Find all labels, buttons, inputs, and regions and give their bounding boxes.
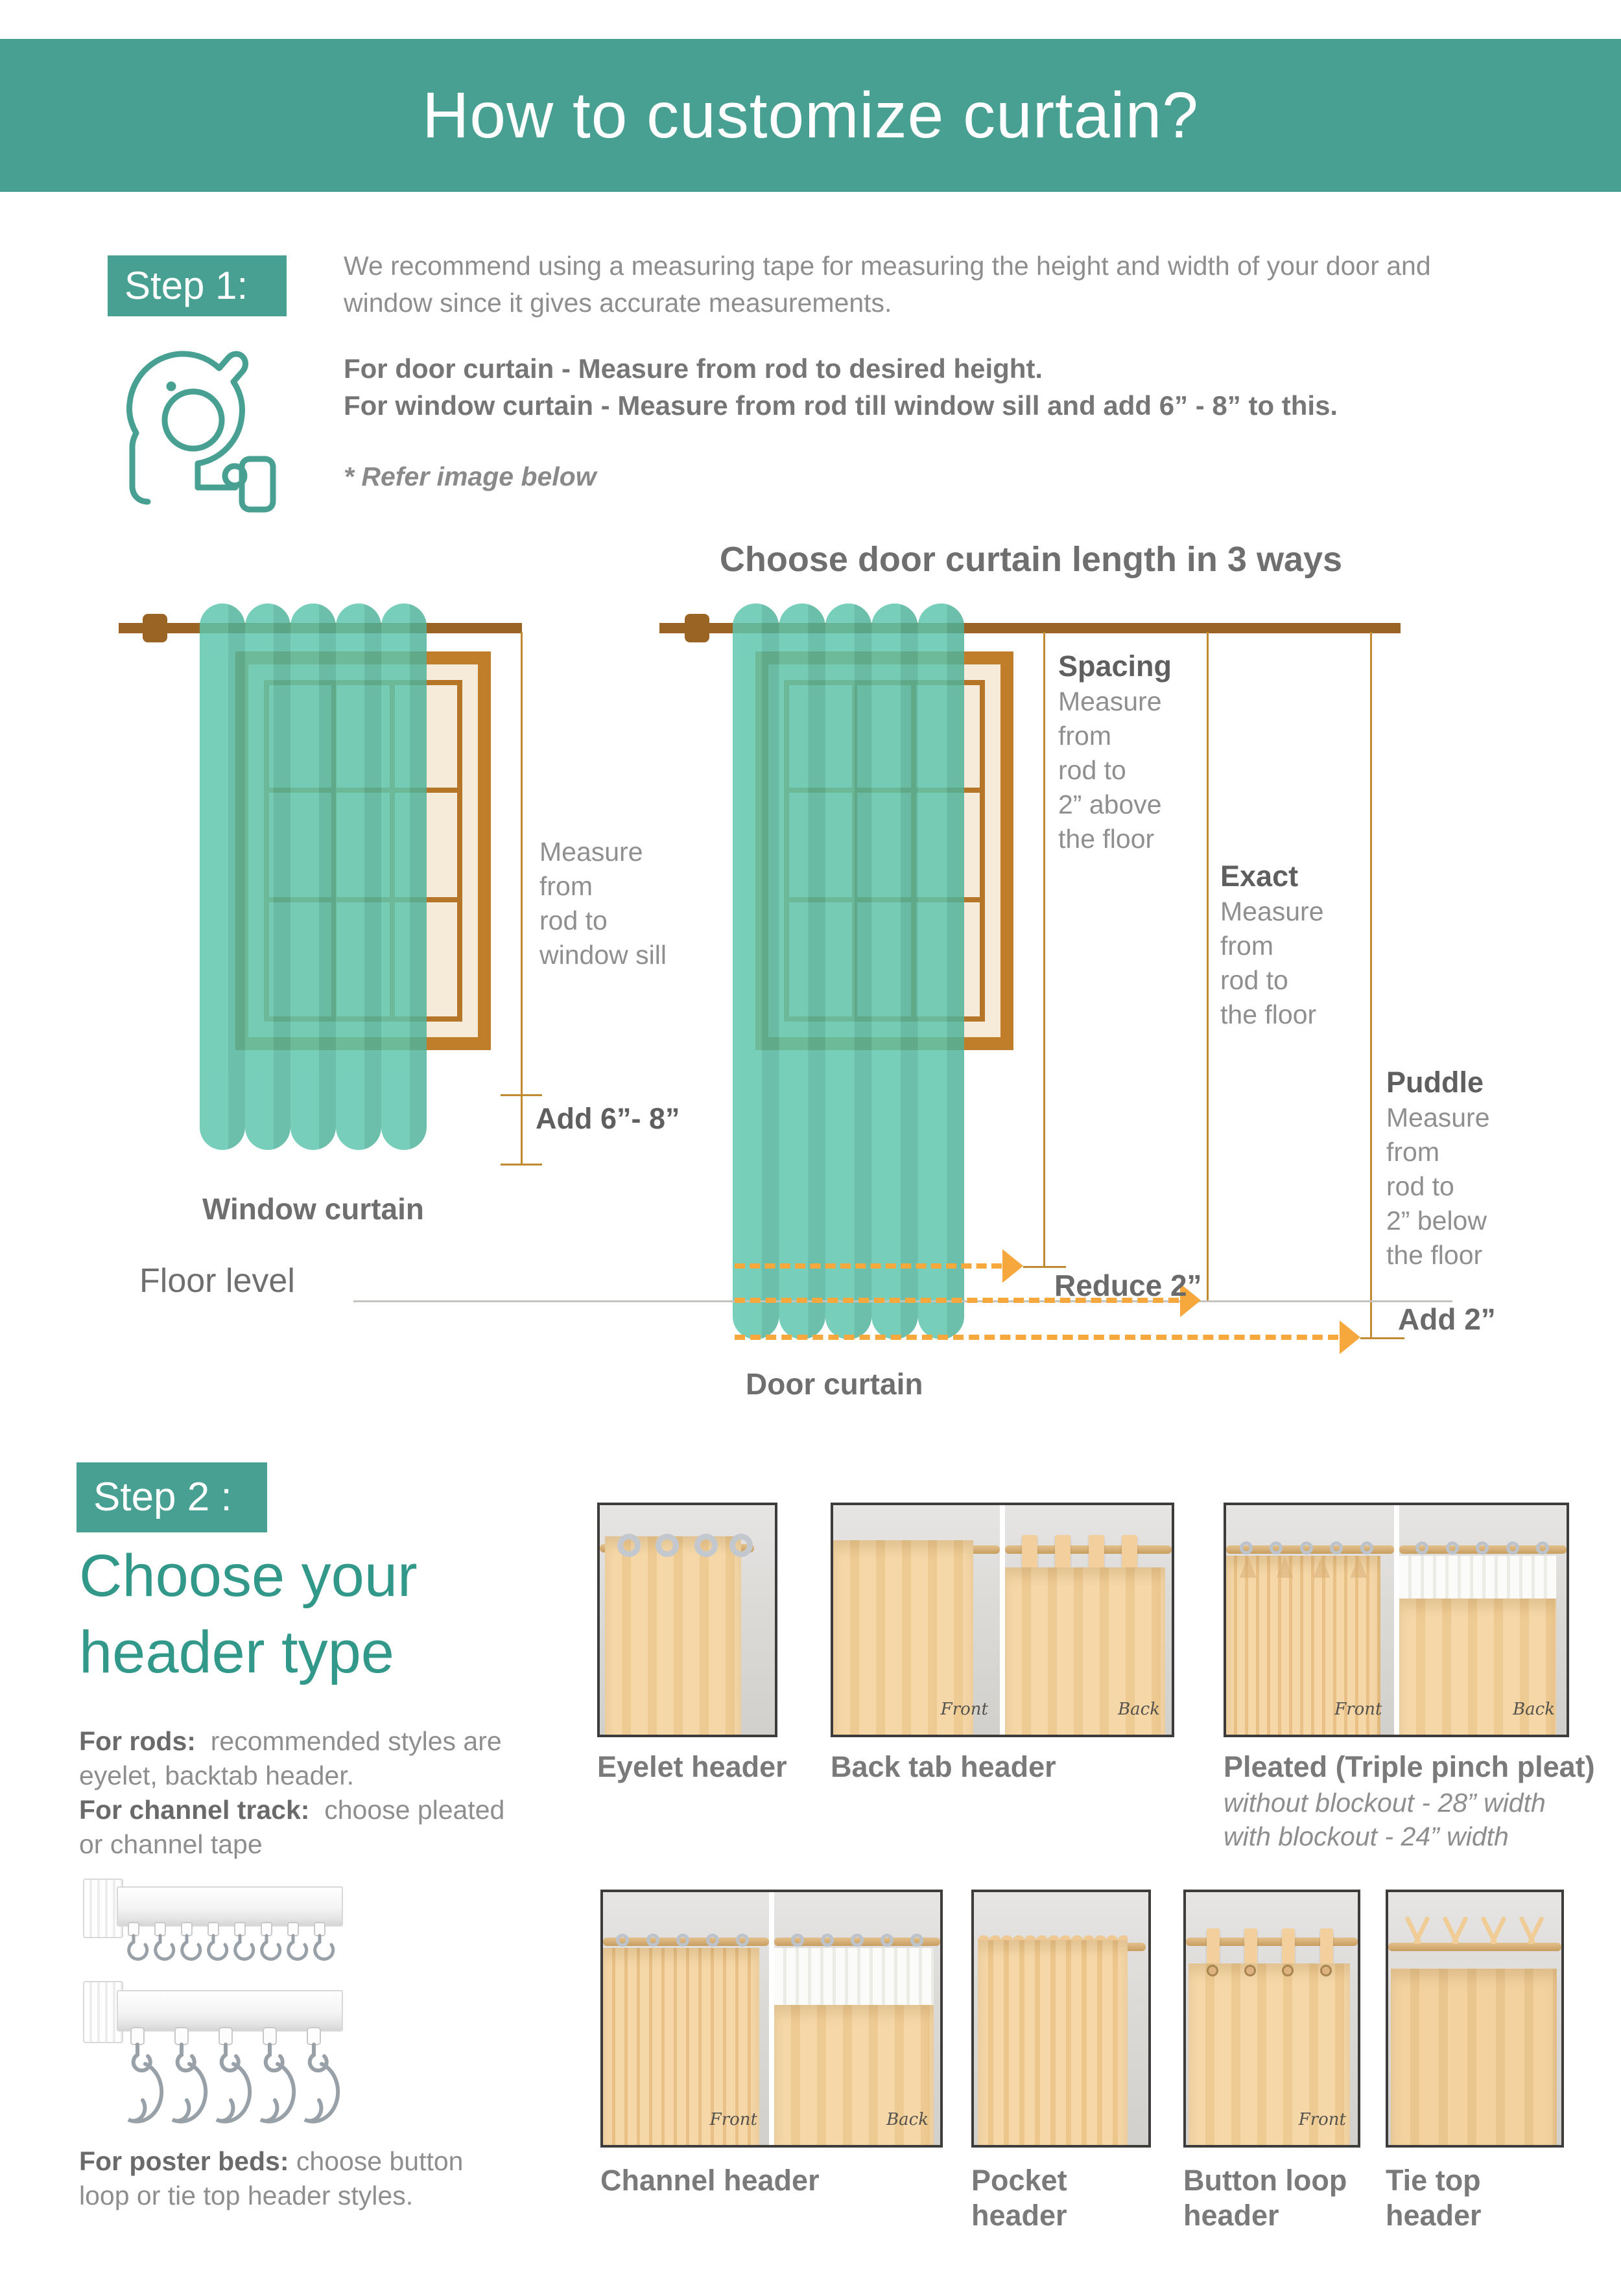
puddle-tick (1360, 1337, 1404, 1339)
tie-top-caption-line2: header (1386, 2199, 1482, 2232)
pleated-front-panel (1226, 1505, 1394, 1735)
pleated-caption: Pleated (Triple pinch pleat) (1224, 1750, 1595, 1783)
door-curtain-graphic (733, 600, 964, 1339)
back-script-label: Back (886, 2110, 929, 2129)
channel-front-panel (603, 1892, 769, 2145)
floor-level-label: Floor level (139, 1262, 295, 1300)
window-measure-line (521, 632, 523, 1165)
pocket-caption-line1: Pocket (971, 2164, 1067, 2197)
arrow-above-floor (1002, 1249, 1023, 1283)
track2-hooks (119, 2026, 346, 2150)
step1-intro-line2: window since it gives accurate measurements. (344, 288, 892, 318)
backtab-header-photo (831, 1503, 1174, 1737)
back-script-label: Back (1513, 1700, 1555, 1719)
for-poster-bold: For poster beds: (79, 2146, 289, 2176)
button-loop-caption-line2: header (1183, 2199, 1279, 2232)
channel-header-photo (600, 1890, 943, 2148)
step1-window-instruction: For window curtain - Measure from rod till window sill and add 6” - 8” to this. (344, 390, 1338, 421)
pocket-header-photo (971, 1890, 1151, 2148)
puddle-label: Puddle Measure from rod to 2” below the floor (1386, 1066, 1490, 1270)
step2-heading-line1: Choose your (79, 1543, 418, 1609)
window-measure-label: Measure from rod to window sill (539, 837, 667, 970)
front-script-label: Front (940, 1700, 988, 1719)
channel-track-image-2 (83, 1981, 349, 2130)
eyelet-caption: Eyelet header (597, 1750, 787, 1783)
step1-intro-line1: We recommend using a measuring tape for measuring the height and width of your door and (344, 251, 1431, 281)
page-title: How to customize curtain? (422, 79, 1199, 152)
pleated-sub1: without blockout - 28” width (1224, 1788, 1546, 1818)
exact-label: Exact Measure from rod to the floor (1220, 860, 1324, 1029)
back-script-label: Back (1118, 1700, 1160, 1719)
door-curtain-caption: Door curtain (746, 1367, 923, 1401)
step1-badge: Step 1: (108, 255, 287, 316)
for-rods-bold: For rods: (79, 1726, 196, 1756)
tie-top-caption-line1: Tie top (1386, 2164, 1481, 2197)
window-curtain-caption: Window curtain (202, 1192, 425, 1226)
exact-measure-line (1207, 632, 1209, 1302)
backtab-back-panel (1005, 1505, 1172, 1735)
window-bottom-tick (501, 1164, 542, 1166)
channel-caption: Channel header (600, 2164, 820, 2197)
measuring-tape-icon (123, 332, 282, 520)
button-loop-caption-line1: Button loop (1183, 2164, 1347, 2197)
step2-badge: Step 2 : (77, 1462, 267, 1532)
channel-track-image-1 (83, 1879, 349, 1976)
arrow-below-floor (1340, 1320, 1360, 1354)
window-sill-tick (501, 1094, 542, 1096)
step1-door-instruction: For door curtain - Measure from rod to desired height. (344, 353, 1043, 384)
tie-top-header-photo (1386, 1890, 1564, 2148)
spacing-measure-line (1043, 632, 1045, 1267)
pleated-back-panel (1399, 1505, 1567, 1735)
step1-instructions (344, 350, 1338, 424)
add-2-label: Add 2” (1398, 1302, 1496, 1336)
window-curtain-graphic (200, 600, 427, 1150)
channel-back-panel (774, 1892, 940, 2145)
front-script-label: Front (1334, 1700, 1382, 1719)
poster-beds-text: For poster beds: choose button loop or tie top header styles. (79, 2146, 464, 2210)
button-loop-header-photo (1183, 1890, 1360, 2148)
puddle-measure-line (1370, 632, 1372, 1339)
window-rod-finial (143, 614, 167, 642)
spacing-label: Spacing Measure from rod to 2” above the floor (1058, 650, 1172, 854)
dashed-line-below-floor (735, 1335, 1338, 1340)
refer-note: * Refer image below (344, 462, 597, 491)
pleated-sub2: with blockout - 24” width (1224, 1822, 1509, 1851)
title-banner (0, 39, 1621, 192)
rods-recommendation-text: For rods: recommended styles are eyelet, backtab header. For channel track: choose pleated or channel tape (79, 1726, 505, 1859)
pocket-caption-line2: header (971, 2199, 1067, 2232)
door-rod-finial (685, 614, 709, 642)
front-script-label: Front (709, 2110, 757, 2129)
add-6-8-label: Add 6”- 8” (536, 1102, 680, 1135)
reduce-2-label: Reduce 2” (1054, 1269, 1202, 1302)
eyelet-header-photo (597, 1503, 777, 1737)
dashed-line-above-floor (735, 1263, 1002, 1269)
diagram-title: Choose door curtain length in 3 ways (719, 540, 1343, 579)
pleated-header-photo (1224, 1503, 1569, 1737)
backtab-front-panel (833, 1505, 1000, 1735)
backtab-caption: Back tab header (831, 1750, 1056, 1783)
track1-hooks (123, 1921, 344, 1973)
step1-intro (344, 248, 1431, 322)
for-channel-bold: For channel track: (79, 1795, 310, 1825)
front-script-label: Front (1298, 2110, 1346, 2129)
step2-heading (79, 1538, 418, 1691)
step2-heading-line2: header type (79, 1619, 394, 1685)
